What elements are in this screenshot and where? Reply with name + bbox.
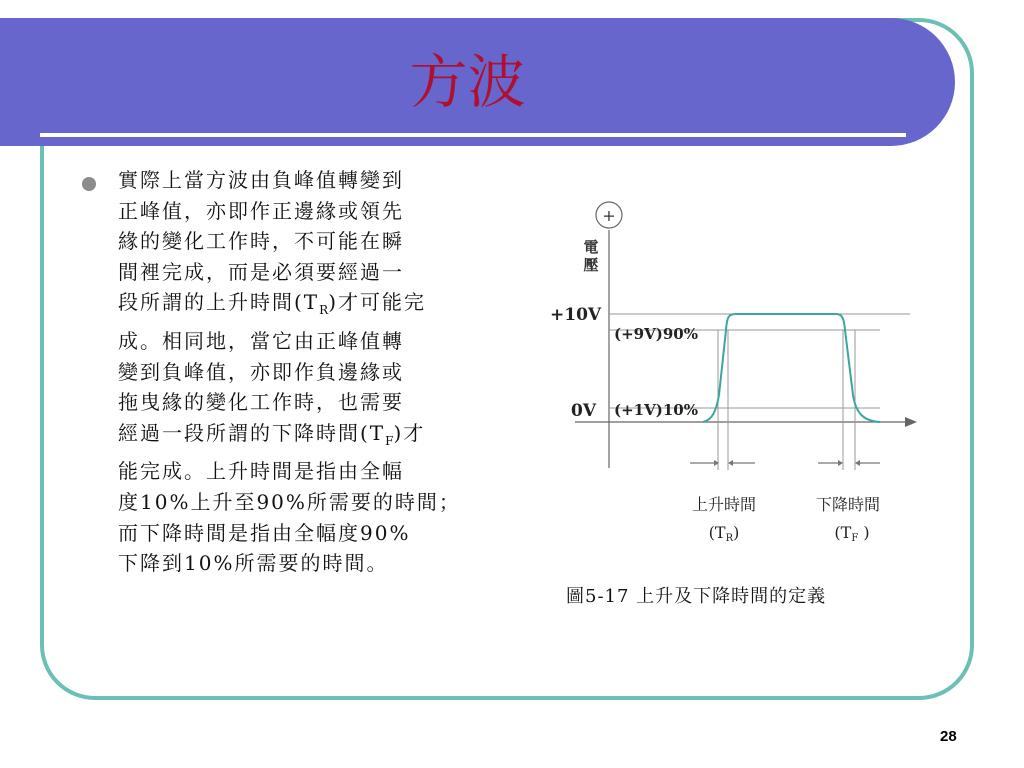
paragraph-line: 段所謂的上升時間$(T_R)$才可能完 — [118, 290, 427, 318]
title-underline — [40, 133, 906, 137]
slide-title: 方波 — [409, 48, 526, 116]
label-10v: +10V — [550, 305, 602, 325]
rise-time-label: 上升時間 — [691, 495, 757, 514]
paragraph-line: 而下降時間是指由全幅度90% — [118, 520, 411, 545]
paragraph-line: 經過一段所謂的下降時間$(T_F)$才 — [118, 420, 426, 448]
y-axis-label-1: 電 — [583, 238, 599, 256]
plus-symbol: + — [602, 206, 616, 225]
paragraph-line: 實際上當方波由負峰值轉變到 — [118, 168, 404, 192]
figure-caption: 圖5-17 上升及下降時間的定義 — [566, 586, 827, 607]
label-10pct: (+1V)10% — [614, 401, 698, 419]
fall-arrow-left-icon — [838, 460, 843, 466]
paragraph-line: 正峰值，亦即作正邊緣或領先 — [118, 198, 404, 223]
rise-time-symbol: (TR) — [708, 523, 740, 544]
paragraph-line: 緣的變化工作時，不可能在瞬 — [118, 229, 404, 254]
rise-arrow-right-icon — [728, 460, 733, 466]
page-number: 28 — [940, 728, 957, 745]
waveform-figure — [540, 190, 920, 550]
x-axis-arrow-icon — [905, 417, 917, 427]
fall-time-label: 下降時間 — [815, 495, 881, 514]
bullet-paragraph — [118, 165, 548, 579]
bullet-icon — [82, 177, 96, 191]
label-0v: 0V — [571, 401, 597, 421]
paragraph-line: 成。相同地，當它由正峰值轉 — [118, 328, 404, 353]
paragraph-line: 間裡完成，而是必須要經過一 — [118, 259, 404, 284]
fall-time-symbol: (TF ) — [834, 523, 870, 544]
fall-arrow-right-icon — [855, 460, 860, 466]
label-90pct: (+9V)90% — [614, 325, 698, 343]
paragraph-line: 能完成。上升時間是指由全幅 — [118, 459, 404, 484]
y-axis-label-2: 壓 — [583, 256, 599, 274]
paragraph-line: 變到負峰值，亦即作負邊緣或 — [118, 359, 404, 384]
paragraph-line: 下降到10%所需要的時間。 — [118, 551, 389, 576]
paragraph-line: 度10%上升至90%所需要的時間； — [118, 489, 461, 514]
paragraph-line: 拖曳緣的變化工作時，也需要 — [118, 390, 404, 415]
